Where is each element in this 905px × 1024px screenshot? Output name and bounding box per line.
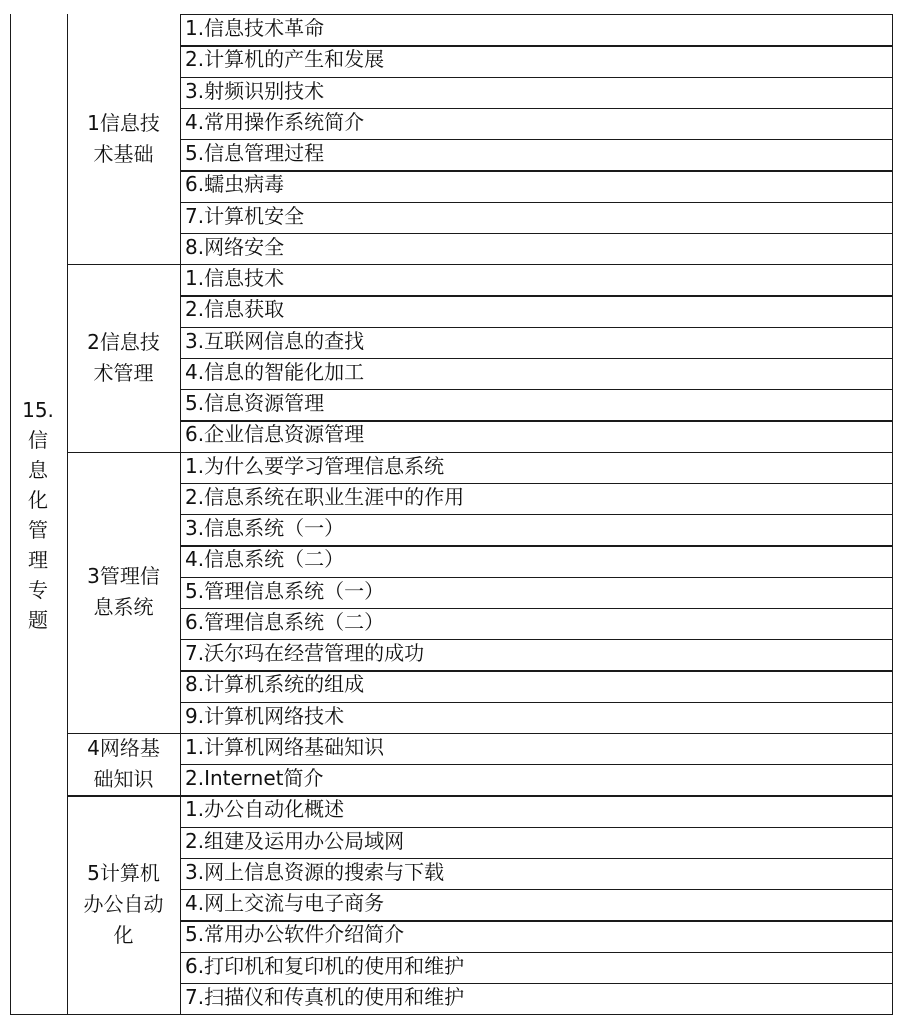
- section-name: [69, 452, 178, 733]
- item-row-divider: [180, 45, 893, 46]
- topic-title-char: 题: [28, 607, 48, 632]
- topic-title-char: 理: [28, 547, 48, 572]
- lesson-item: 7.沃尔玛在经营管理的成功: [185, 641, 425, 665]
- section-name: [69, 733, 178, 796]
- item-row-divider: [180, 420, 893, 421]
- section-name-line: 术基础: [93, 142, 154, 166]
- item-row-divider: [180, 952, 893, 953]
- lesson-item: 1.信息技术革命: [185, 16, 325, 40]
- lesson-item: 5.信息资源管理: [185, 391, 325, 415]
- section-divider: [67, 452, 893, 453]
- topic-title-char: 信: [28, 427, 48, 452]
- section-name-line: 4网络基: [87, 736, 160, 760]
- lesson-item: 1.为什么要学习管理信息系统: [185, 453, 445, 478]
- section-name-line: 息系统: [93, 595, 154, 620]
- lesson-item: 4.网上交流与电子商务: [185, 891, 385, 915]
- topic-number: 15.: [22, 397, 54, 422]
- item-row-divider: [180, 889, 893, 890]
- section-name-line: 2信息技: [87, 329, 160, 354]
- item-row-divider: [180, 545, 893, 546]
- lesson-item: 1.计算机网络基础知识: [185, 734, 385, 759]
- item-row-divider: [180, 670, 893, 671]
- lesson-item: 1.办公自动化概述: [185, 797, 345, 822]
- item-row-divider: [180, 233, 893, 234]
- item-row-divider: [180, 983, 893, 984]
- item-row-divider: [180, 639, 893, 640]
- lesson-item: 2.信息获取: [185, 297, 285, 322]
- lesson-item: 7.计算机安全: [185, 203, 305, 228]
- item-row-divider: [180, 327, 893, 328]
- lesson-item: 4.信息的智能化加工: [185, 359, 365, 384]
- section-name-line: 术管理: [93, 360, 154, 385]
- item-row-divider: [180, 170, 893, 171]
- item-row-divider: [180, 608, 893, 609]
- lesson-item: 5.信息管理过程: [185, 141, 325, 165]
- lesson-item: 3.网上信息资源的搜索与下载: [185, 859, 445, 884]
- item-row-divider: [180, 858, 893, 859]
- lesson-item: 4.常用操作系统简介: [185, 109, 365, 134]
- lesson-item: 6.蠕虫病毒: [185, 172, 285, 197]
- item-row-divider: [180, 764, 893, 765]
- item-row-divider: [180, 827, 893, 828]
- topic-title-char: 专: [28, 577, 48, 602]
- lesson-item: 7.扫描仪和传真机的使用和维护: [185, 984, 465, 1009]
- topic-title-char: 管: [28, 517, 48, 542]
- item-row-divider: [180, 389, 893, 390]
- lesson-item: 2.计算机的产生和发展: [185, 47, 385, 72]
- lesson-item: 3.互联网信息的查找: [185, 328, 365, 353]
- lesson-item: 6.管理信息系统（二）: [185, 609, 385, 634]
- item-row-divider: [180, 514, 893, 515]
- section-name-line: 办公自动: [83, 892, 164, 917]
- item-row-divider: [180, 702, 893, 703]
- item-row-divider: [180, 77, 893, 78]
- item-row-divider: [180, 108, 893, 109]
- lesson-item: 5.常用办公软件介绍简介: [185, 922, 405, 947]
- section-name: [69, 795, 178, 1014]
- item-row-divider: [180, 139, 893, 140]
- lesson-item: 3.信息系统（一）: [185, 516, 345, 540]
- section-divider: [67, 795, 893, 796]
- item-row-divider: [180, 920, 893, 921]
- section-divider: [67, 733, 893, 734]
- lesson-item: 2.信息系统在职业生涯中的作用: [185, 484, 465, 509]
- section-name-line: 化: [113, 923, 134, 948]
- section-name-line: 5计算机: [87, 861, 160, 886]
- topic-title-char: 化: [28, 487, 48, 512]
- section-name: [69, 14, 178, 264]
- topic-label: [10, 395, 66, 635]
- lesson-item: 8.计算机系统的组成: [185, 672, 365, 697]
- section-name-line: 3管理信: [87, 564, 160, 589]
- lesson-item: 8.网络安全: [185, 234, 285, 259]
- item-row-divider: [180, 577, 893, 578]
- section-name-line: 1信息技: [87, 111, 160, 135]
- section-name: [69, 264, 178, 452]
- lesson-item: 1.信息技术: [185, 266, 285, 290]
- lesson-item: 3.射频识别技术: [185, 78, 325, 103]
- topic-title-char: 息: [28, 457, 48, 482]
- item-row-divider: [180, 202, 893, 203]
- item-row-divider: [180, 483, 893, 484]
- lesson-item: 6.企业信息资源管理: [185, 422, 365, 447]
- section-name-line: 础知识: [93, 767, 154, 791]
- lesson-item: 6.打印机和复印机的使用和维护: [185, 953, 465, 978]
- lesson-item: 2.Internet简介: [185, 766, 324, 790]
- curriculum-table: [10, 14, 893, 1015]
- lesson-item: 4.信息系统（二）: [185, 547, 345, 572]
- item-row-divider: [180, 295, 893, 296]
- lesson-item: 5.管理信息系统（一）: [185, 578, 385, 603]
- lesson-item: 9.计算机网络技术: [185, 703, 345, 728]
- lesson-item: 2.组建及运用办公局域网: [185, 828, 405, 853]
- item-row-divider: [180, 358, 893, 359]
- item-top-border: [180, 14, 893, 15]
- section-divider: [67, 264, 893, 265]
